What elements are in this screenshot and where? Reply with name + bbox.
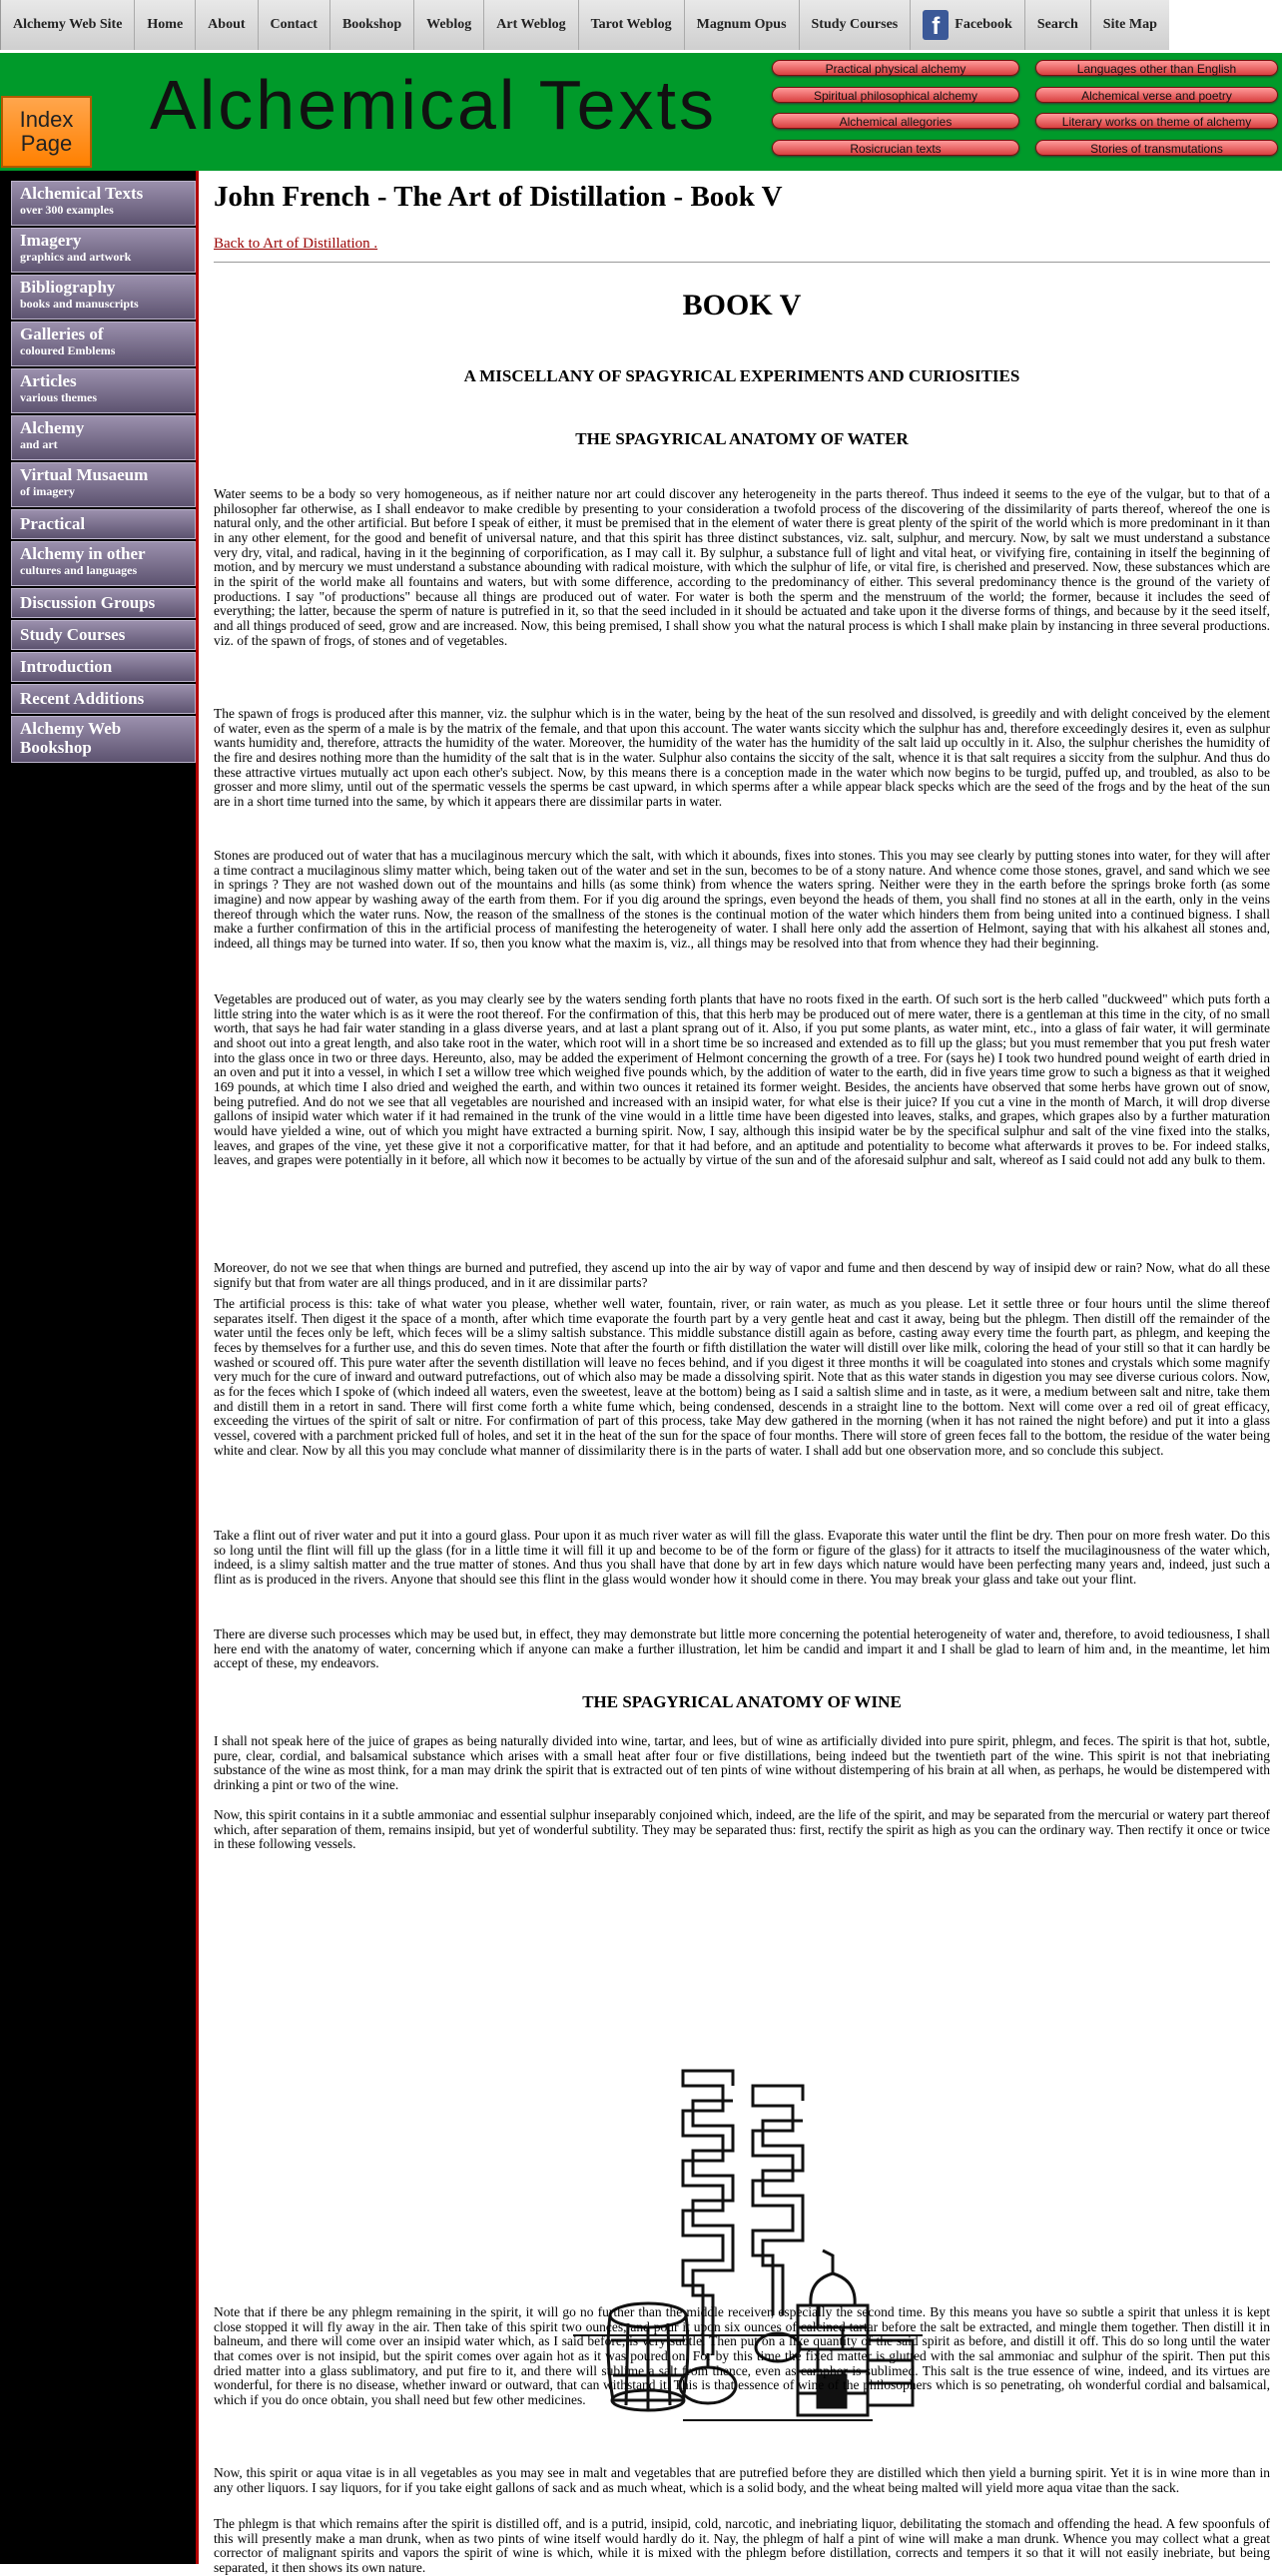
top-nav: [0, 0, 1157, 50]
index-page-button[interactable]: [1, 96, 92, 168]
link-stories-of-transmutations[interactable]: Stories of transmutations: [1035, 140, 1278, 156]
paragraph-water-3: Stones are produced out of water that has a mucilaginous mercury which the salt, with which it abounds, fixes into stones. This you may see clearly by putting stones into water, for they will after a time contract a mucilaginous slimy matter which, being taken out of the water and set in the sun, becomes to be of a stony nature. And whence come those stones, gravel, and sand which we see in springs ? They are not washed down out of the mountains and hills (as some think) from whence the waters spring. Neither were they in the earth before the springs broke forth (as some imagine) and now appear by washing away of the earth from them. For if you dig around the springs, even beyond the heads of them, you shall find no stones at all in the earth, only in the veins thereof through which the water runs. Now, the reason of the smallness of the stones is the continual motion of the water which hinders them from being united into a continued bigness. I shall make a further confirmation of this in the artificial process of manifesting the heterogeneity of water. I shall here only add the assertion of Helmont, saying that with his alkahest all stones and, indeed, all things may be turned into water. If so, then you know what the maxim is, viz., all things may be resolved into that from whence they had their beginning.: [214, 848, 1270, 951]
sidebar-item-label: Discussion Groups: [20, 593, 156, 612]
index-line2: Page: [20, 131, 73, 156]
section-heading-wine: THE SPAGYRICAL ANATOMY OF WINE: [582, 1692, 902, 1711]
subheading: A MISCELLANY OF SPAGYRICAL EXPERIMENTS AND CURIOSITIES: [463, 366, 1020, 385]
sidebar-item-label: Alchemy in other: [20, 544, 146, 563]
paragraph-water-8: There are diverse such processes which may be used but, in effect, they may demonstrate but little more concerning the potential heterogeneity of water and, therefore, to avoid tediousness, I shall here end with the anatomy of water, concerning which if anyone can make a further illustration, let him be candid and impart it and I shall be glad to learn of him and, in the meantime, let him accept of these, my endeavors.: [214, 1626, 1270, 1671]
book-heading: BOOK V: [682, 289, 802, 322]
sidebar-item-bibliography[interactable]: [11, 275, 196, 320]
link-languages-other-than-english[interactable]: Languages other than English: [1035, 60, 1278, 76]
link-rosicrucian-texts[interactable]: Rosicrucian texts: [772, 140, 1019, 156]
sidebar-item-discussion-groups[interactable]: [11, 588, 196, 618]
nav-facebook-label: Facebook: [955, 16, 1012, 32]
sidebar-item-label: Galleries of: [20, 324, 104, 343]
sidebar-item-label: Alchemy Web Bookshop: [20, 719, 122, 757]
paragraph-wine-3: Note that if there be any phlegm remaining in the spirit, it will go no further than the middle receiver, especially the second time. By this means you have so subtle a spirit that unless it is kept close stopped it will fly away in the air. Then take of this spirit two ounces, and pour it upon six ounces of calcined tartar before the salt be extracted, and mingle them together. Then distill it in balneum, and there will come over an insipid water which, as I said before, is very subtle. Then put on a like quantity of the said spirit as before, and distill it off. This do so long until the water that comes over is not insipid, but the spirit comes over again hot as it was poured on. For by this time the fixed matter is glutted with the sal ammoniac and sulphur of the spirit. Then put this dried matter into a glass sublimatory, and put fire to it, and there will sublime a salt from thence, even as camphor is sublimed. This salt is the true essence of wine, indeed, and its virtues are wonderful, for there is no disease, whether inward or outward, that can withstand it. This is that essence of wine of the philosophers which is so penetrating, oh wonderful cordial and balsamical, which if you do once obtain, you shall need but few other medicines.: [214, 2304, 1270, 2407]
sidebar-divider: [196, 171, 199, 2564]
paragraph-wine-2: Now, this spirit contains in it a subtle ammoniac and essential sulphur inseparably conjoined which, indeed, are the life of the spirit, and may be separated from the mercurial or watery part thereof which, after separation of them, remains insipid, but yet of wonderful subtility. They may be separated thus: first, rectify the spirit as high as you can the ordinary way. Then rectify it once or twice in these following vessels.: [214, 1807, 1270, 1852]
sidebar-item-introduction[interactable]: [11, 652, 196, 682]
banner-title: Alchemical Texts: [150, 66, 718, 144]
sidebar-item-sublabel: graphics and artwork: [20, 250, 132, 264]
sidebar-item-label: Imagery: [20, 231, 82, 250]
nav-art-weblog[interactable]: Art Weblog: [484, 0, 578, 50]
paragraph-water-1: Water seems to be a body so very homogeneous, as if neither nature nor art could discover any heterogeneity in the parts thereof. Thus indeed it seems to the eye of the vulgar, but to that of a philosopher far otherwise, as I shall endeavor to make credible by presenting to your consideration a twofold process of the discovering of the dissimilarity of parts thereof, whereof the one is natural only, and the other artificial. But before I speak of either, it must be premised that in the element of water there is great plenty of the spirit of the world which is more predominant in it than in any other element, for the good and benefit of universal nature, and that this spirit has three distinct substances, viz. salt, sulphur, and mercury. Now, by salt we must understand a substance very dry, vital, and radical, having in it the beginning of corporification, as I may call it. By sulphur, a substance full of light and vital heat, or vivifying fire, containing in itself the beginning of motion, and by mercury we must understand a substance abounding with radical moisture, with which the sulphur of life, or vital fire, is cherished and preserved. Now, these substances which are in the spirit of the world make all fountains and waters, but with some difference, according to the predominancy of either. This several predominancy thence is the ground of the variety of productions. I say "of productions" because all things are produced out of water. For water is both the sperm and the menstruum of the world; the former, because it includes the seed of everything; the latter, because the sperm of nature is putrefied in it, so that the seed included in it should be actuated and take upon it the diverse forms of things, and because by it the seed itself, and all things produced of seed, grow and are increased. Now, this being premised, I shall show you what the natural process is which I shall make plain by instancing in three several productions. viz. of the spawn of frogs, of stones and of vegetables.: [214, 486, 1270, 648]
sidebar-item-alchemy-other-cultures[interactable]: [11, 541, 196, 586]
nav-site-map[interactable]: Site Map: [1091, 0, 1169, 50]
sidebar-item-label: Practical: [20, 514, 86, 533]
sidebar-item-label: Alchemical Texts: [20, 184, 144, 203]
paragraph-wine-1: I shall not speak here of the juice of grapes as being naturally divided into wine, tartar, and lees, but of wine as artificially divided into pure spirit, phlegm, and feces. The spirit is that hot, subtle, pure, clear, cordial, and balsamical substance which arises with a small heat after four or five distillations, being indeed but the twentieth part of the wine. This spirit is not that inebriating substance of the wine as most think, for a man may drink the spirit that is extracted out of ten pints of wine without distempering of his brain at all when, as perhaps, he would be distempered with drinking a pint or two of the wine.: [214, 1733, 1270, 1792]
sidebar-item-label: Study Courses: [20, 625, 126, 644]
nav-alchemy-web-site[interactable]: Alchemy Web Site: [1, 0, 135, 50]
link-alchemical-allegories[interactable]: Alchemical allegories: [772, 113, 1019, 129]
paragraph-wine-4: Now, this spirit or aqua vitae is in all vegetables as you may see in malt and vegetables that are putrefied before they are distilled which then yield a burning spirit. Yet it is in wine more than in any other liquors. I say liquors, for if you take eight gallons of sack and as much wheat, which is a solid body, and the wheat being malted will yield more aqua vitae than the sack.: [214, 2465, 1270, 2495]
section-heading-water: THE SPAGYRICAL ANATOMY OF WATER: [575, 429, 909, 448]
page-title: John French - The Art of Distillation - Book V: [214, 181, 783, 213]
sidebar-item-alchemy-and-art[interactable]: [11, 415, 196, 460]
link-literary-works[interactable]: Literary works on theme of alchemy: [1035, 113, 1278, 129]
nav-weblog[interactable]: Weblog: [414, 0, 484, 50]
sidebar-item-sublabel: books and manuscripts: [20, 297, 139, 311]
sidebar-item-study-courses[interactable]: [11, 620, 196, 650]
sidebar-item-label: Introduction: [20, 657, 113, 676]
paragraph-water-4: Vegetables are produced out of water, as you may clearly see by the waters sending forth plants that have no roots fixed in the earth. Of such sort is the herb called "duckweed" which puts forth a little string into the water which is as it were the root thereof. For the confirmation of this, that this herb may be produced out of mere water, there is a gentleman at this time in the city, of no small worth, that says he had fair water standing in a glass diverse years, and at last a plant sprang out of it. Also, if you put some plants, as water mint, etc., into a glass of fair water, it will germinate and shoot out into a great length, and also take root in the water, which root will in a short time be so increased and extended as to fill up the glass; but you must remember that you put fresh water into the glass once in two or three days. Hereunto, also, may be added the experiment of Helmont concerning the growth of a tree. For (says he) I took two hundred pound weight of earth dried in an oven and put it into a vessel, in which I set a willow tree which weighed five pounds which, by the addition of water to the earth, did in five years time grow to such a bigness as that it weighed 169 pounds, at which time I also dried and weighed the earth, and within two ounces it retained its former weight. Besides, the ancients have observed that some herbs have grown out of snow, being putrefied. And do not we see that all vegetables are nourished and increased with an insipid water, for what else is their juice? If you cut a vine in the month of March, it will drop diverse gallons of insipid water which water if it had remained in the trunk of the vine would in a little time have been digested into leaves, stalks, and grapes, which grapes also by a further maturation would have yielded a wine, out of which you might have extracted a burning spirit. Now, I say, although this insipid water be by the specifical sulphur and salt of the vine fixed into the stalks, leaves, and grapes of the vine, yet these give it not a corporificative matter, for that it had before, and an aptitude and potentiality to become what afterwards it proves to be. For indeed stalks, leaves, and grapes were potentially in it before, all which now it becomes to be actually by virtue of the sun and of the aforesaid sulphur and salt, whereof as I said could not add any bulk to them.: [214, 991, 1270, 1168]
sidebar-item-virtual-musaeum[interactable]: [11, 462, 196, 507]
sidebar-item-label: Articles: [20, 371, 77, 390]
sidebar-item-articles[interactable]: [11, 368, 196, 413]
paragraph-water-5: Moreover, do not we see that when things are burned and putrefied, they ascend up into the air by way of vapor and fume and then descend by way of insipid dew or rain? Now, what do all these signify but that from water are all things produced, and in it are dissimilar parts?: [214, 1260, 1270, 1290]
nav-tarot-weblog[interactable]: Tarot Weblog: [579, 0, 685, 50]
sidebar-item-sublabel: of imagery: [20, 484, 75, 498]
sidebar-item-sublabel: over 300 examples: [20, 203, 114, 217]
link-spiritual-philosophical-alchemy[interactable]: Spiritual philosophical alchemy: [772, 87, 1019, 103]
paragraph-water-7: Take a flint out of river water and put it into a gourd glass. Pour upon it as much river water as will fill the glass. Evaporate this water until the flint be dry. Then pour on more fresh water. Do this so long until the flint will fill up the glass (for in a little time it will fill it up and become to be of the form or figure of the glass) for it attracts to itself the mucilaginousness of the water which, indeed, is a slimy saltish matter and the true matter of stones. And thus you shall have that done by art in few days which nature would have been perfecting many years and, indeed, just such a flint as is produced in the rivers. Anyone that should see this flint in the glass would wonder how it should come in there. You may break your glass and take out your flint.: [214, 1528, 1270, 1587]
sidebar-item-recent-additions[interactable]: [11, 684, 196, 714]
nav-about[interactable]: About: [196, 0, 258, 50]
sidebar-item-sublabel: and art: [20, 437, 58, 451]
facebook-icon: f: [923, 10, 949, 40]
link-alchemical-verse-and-poetry[interactable]: Alchemical verse and poetry: [1035, 87, 1278, 103]
nav-study-courses[interactable]: Study Courses: [800, 0, 912, 50]
divider: [214, 262, 1270, 263]
sidebar-item-alchemical-texts[interactable]: [11, 181, 196, 226]
sidebar-item-bookshop[interactable]: [11, 716, 196, 763]
nav-home[interactable]: Home: [135, 0, 196, 50]
sidebar-item-sublabel: cultures and languages: [20, 563, 138, 577]
nav-magnum-opus[interactable]: Magnum Opus: [685, 0, 800, 50]
link-practical-physical-alchemy[interactable]: Practical physical alchemy: [772, 60, 1019, 76]
sidebar-item-sublabel: various themes: [20, 390, 97, 404]
sidebar-item-label: Recent Additions: [20, 689, 145, 708]
nav-facebook[interactable]: [911, 0, 1025, 50]
paragraph-water-2: The spawn of frogs is produced after this manner, viz. the sulphur which is in the water, being by the heat of the sun resolved and dissolved, is greedily and with delight conceived by the element of water, even as the sperm of a male is by the matrix of the female, and that upon this account. The water wants siccity which the sulphur has and, therefore exceedingly desires it, even as sulphur wants humidity and, therefore, attracts the humidity of the water. Moreover, the humidity of the water has the humidity of the salt laid up occultly in it. Also, the sulphur cherishes the humidity of the fire and desires nothing more than the humidity of the salt that is in the water. Sulphur also contains the siccity of the salt, whence it is that salt requires a siccity from the sulphur. And thus do these attractive virtues mutually act upon each other's subject. Now, by this means there is a conception made in the water which now begins to be turgid, puffed up, and troubled, as also to be grosser and more slimy, until out of the spermatic vessels the sperms be cast upward, in which sperms after a while appear black specks which are the seed of the frogs and by the heat of the sun are in a short time turned into the same, by which it appears there are dissimilar parts in water.: [214, 706, 1270, 809]
sidebar-item-label: Virtual Musaeum: [20, 465, 149, 484]
sidebar-item-practical[interactable]: [11, 509, 196, 539]
paragraph-water-6: The artificial process is this: take of what water you please, whether well water, fountain, river, or rain water, as much as you please. Let it settle three or four hours until the slime thereof separates itself. Then digest it the space of a month, after which time evaporate the fourth part by a very gentle heat and cast it away, being but the phlegm. Then distill off the remainder of the water until the feces only be left, which feces will be a slimy saltish substance. This middle substance distill again as before, casting away every time the fourth part, as phlegm, and keeping the feces by themselves for a further use, and this do seven times. Note that after the fourth or fifth distillation the water will distill over like milk, coloring the head of your still so that it can hardly be washed or scoured off. This pure water after the seventh distillation will leave no feces behind, and if you digest it three months it will be coagulated into stones and crystals which some magnify very much for the cure of inward and outward putrefactions, out of which also may be made a dissolving spirit. Note that as this water stands in digestion you may see diverse curious colors. Now, as for the feces which I spoke of (which indeed all waters, even the sweetest, leave at the bottom) being as I said a saltish slime and in taste, as it were, a medium between salt and nitre, take them and distill them in a retort in sand. There will first come forth a white fume which, being condensed, descends in a straight line to the bottom. Next will come over a red oil of great efficacy, exceeding the virtues of the spirit of salt or nitre. For confirmation of part of this process, take May dew gathered in the morning (when it has not rained the night before) and put it into a glass vessel, covered with a parchment pricked full of holes, and set it in the heat of the sun for the space of four months. There will store of green feces fall to the bottom, the residue of the water being white and clear. Now by all this you may conclude what manner of dissimilarity there is in the parts of water. I shall add but one observation more, and so conclude this subject.: [214, 1296, 1270, 1458]
sidebar-item-imagery[interactable]: [11, 228, 196, 273]
nav-contact[interactable]: Contact: [259, 0, 330, 50]
sidebar-item-sublabel: coloured Emblems: [20, 343, 116, 357]
nav-search[interactable]: Search: [1025, 0, 1091, 50]
nav-bookshop[interactable]: Bookshop: [330, 0, 414, 50]
sidebar-item-label: Bibliography: [20, 278, 116, 297]
paragraph-wine-5: The phlegm is that which remains after the spirit is distilled off, and is a putrid, insipid, cold, narcotic, and inebriating liquor, debilitating the stomach and offending the head. A few spoonfuls of this will presently make a man drunk, when as two pints of wine itself would hardly do it. Nay, the phlegm of half a pint of wine will make a man drunk. Whence you may collect what a great corrector of malignant spirits and vapors the spirit of wine is which, while it is mixed with the phlegm before distillation, corrects and tempers it so that it will not easily inebriate, but being separated, it then shows its own nature.: [214, 2516, 1270, 2575]
back-link[interactable]: Back to Art of Distillation .: [214, 236, 378, 252]
sidebar-item-galleries[interactable]: [11, 322, 196, 366]
sidebar-item-label: Alchemy: [20, 418, 85, 437]
index-line1: Index: [19, 107, 74, 132]
